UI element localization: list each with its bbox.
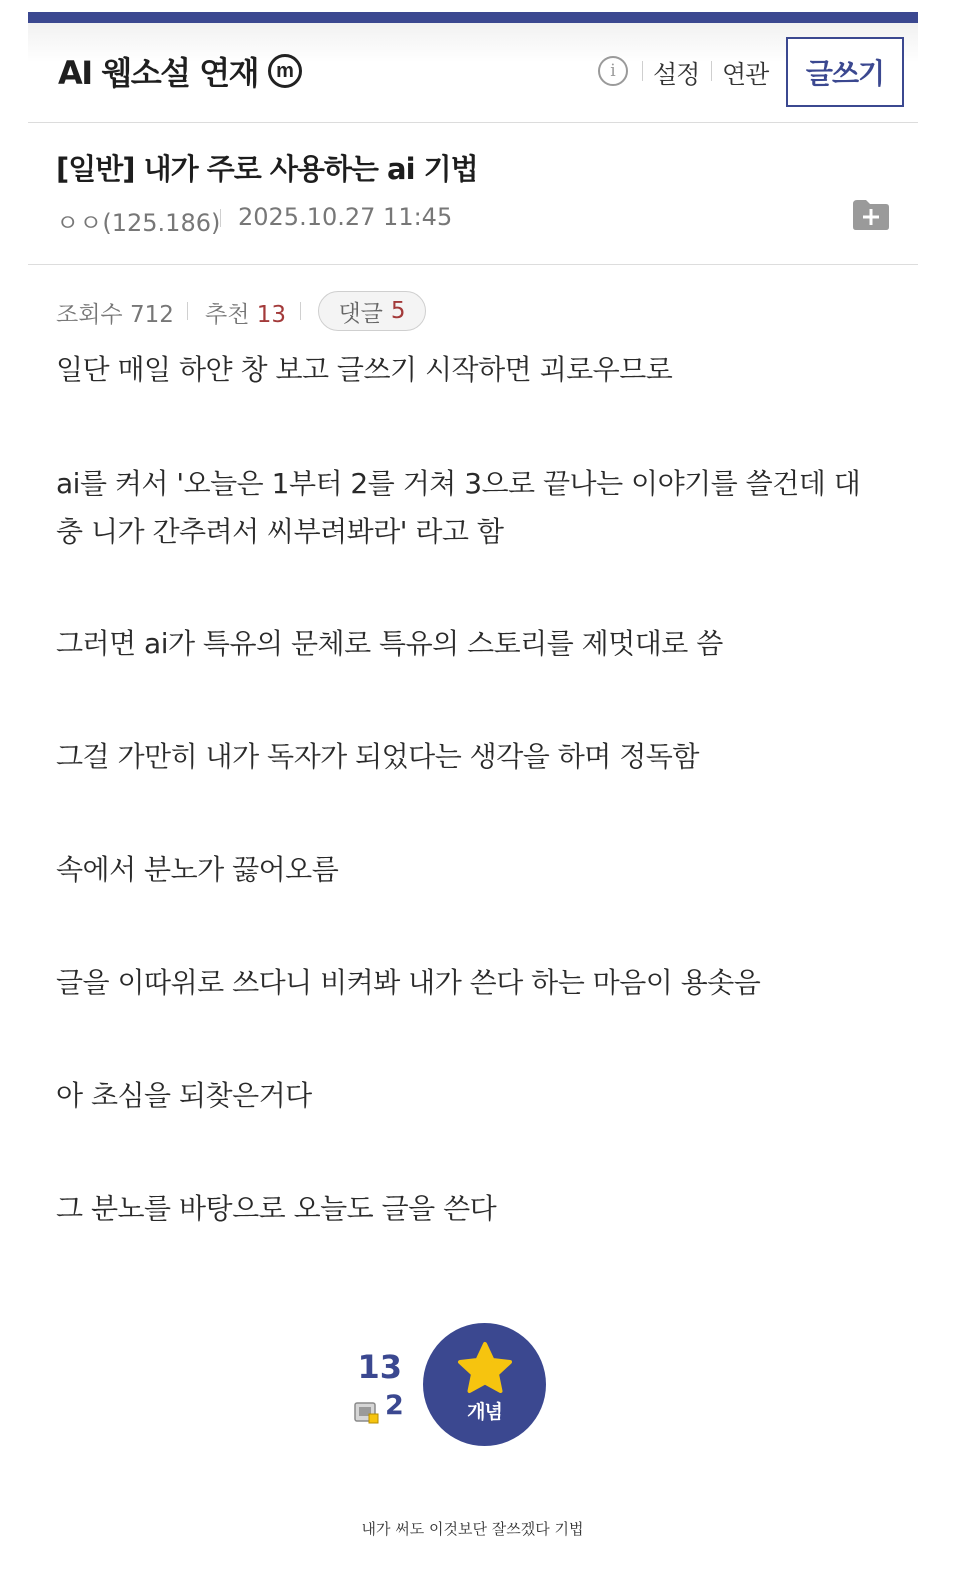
recommend-count-value: 13 — [256, 302, 287, 328]
stat-separator — [300, 302, 301, 320]
recommend-button[interactable] — [423, 1323, 546, 1446]
header-divider — [28, 264, 918, 265]
recommend-button-label: 개념 — [467, 1401, 502, 1423]
meta-separator — [220, 209, 221, 227]
related-link[interactable]: 연관 — [722, 60, 769, 89]
post-paragraph: 아 초심을 되찾은거다 — [56, 1079, 312, 1112]
recommend-count-label: 추천 — [205, 302, 250, 328]
fixed-recommend-count: 2 — [385, 1390, 404, 1421]
post-datetime: 2025.10.27 11:45 — [238, 203, 453, 231]
header-separator — [711, 61, 712, 81]
header-separator — [642, 61, 643, 81]
comment-count-label: 댓글 — [338, 300, 383, 327]
gallery-header — [28, 23, 918, 123]
post-title: [일반] 내가 주로 사용하는 ai 기법 — [56, 152, 478, 186]
settings-link[interactable]: 설정 — [653, 60, 700, 89]
comment-count-value: 5 — [390, 298, 406, 324]
comment-count-button[interactable] — [318, 291, 426, 331]
image-caption: 내가 써도 이것보단 잘쓰겠다 기법 — [361, 1520, 584, 1538]
top-accent-bar — [28, 12, 918, 23]
post-paragraph: ai를 켜서 '오늘은 1부터 2를 거쳐 3으로 끝나는 이야기를 쓸건데 대충 니가 간추려서 씨부려봐라' 라고 함 — [56, 467, 861, 548]
view-count-value: 712 — [129, 302, 174, 328]
star-icon — [457, 1341, 513, 1395]
post-paragraph: 그 분노를 바탕으로 오늘도 글을 쓴다 — [56, 1192, 497, 1225]
info-icon[interactable]: i — [598, 56, 628, 86]
post-paragraph: 일단 매일 하얀 창 보고 글쓰기 시작하면 괴로우므로 — [56, 353, 673, 386]
post-paragraph: 글을 이따위로 쓰다니 비켜봐 내가 쓴다 하는 마음이 용솟음 — [56, 966, 761, 999]
stat-separator — [187, 302, 188, 320]
post-author[interactable]: ㅇㅇ(125.186) — [56, 209, 221, 237]
view-count-label: 조회수 — [56, 302, 123, 328]
recommend-count — [205, 296, 286, 329]
post-paragraph: 그러면 ai가 특유의 문체로 특유의 스토리를 제멋대로 씀 — [56, 627, 723, 660]
post-paragraph: 속에서 분노가 끓어오름 — [56, 853, 339, 886]
write-button[interactable]: 글쓰기 — [786, 37, 904, 107]
fixed-user-icon — [354, 1401, 380, 1425]
recommend-total: 13 — [357, 1348, 402, 1386]
add-folder-icon[interactable] — [851, 198, 891, 232]
gallery-title[interactable]: AI 웹소설 연재 — [58, 54, 259, 92]
minor-gallery-icon: m — [268, 54, 302, 88]
view-count — [56, 296, 174, 329]
post-paragraph: 그걸 가만히 내가 독자가 되었다는 생각을 하며 정독함 — [56, 740, 699, 773]
